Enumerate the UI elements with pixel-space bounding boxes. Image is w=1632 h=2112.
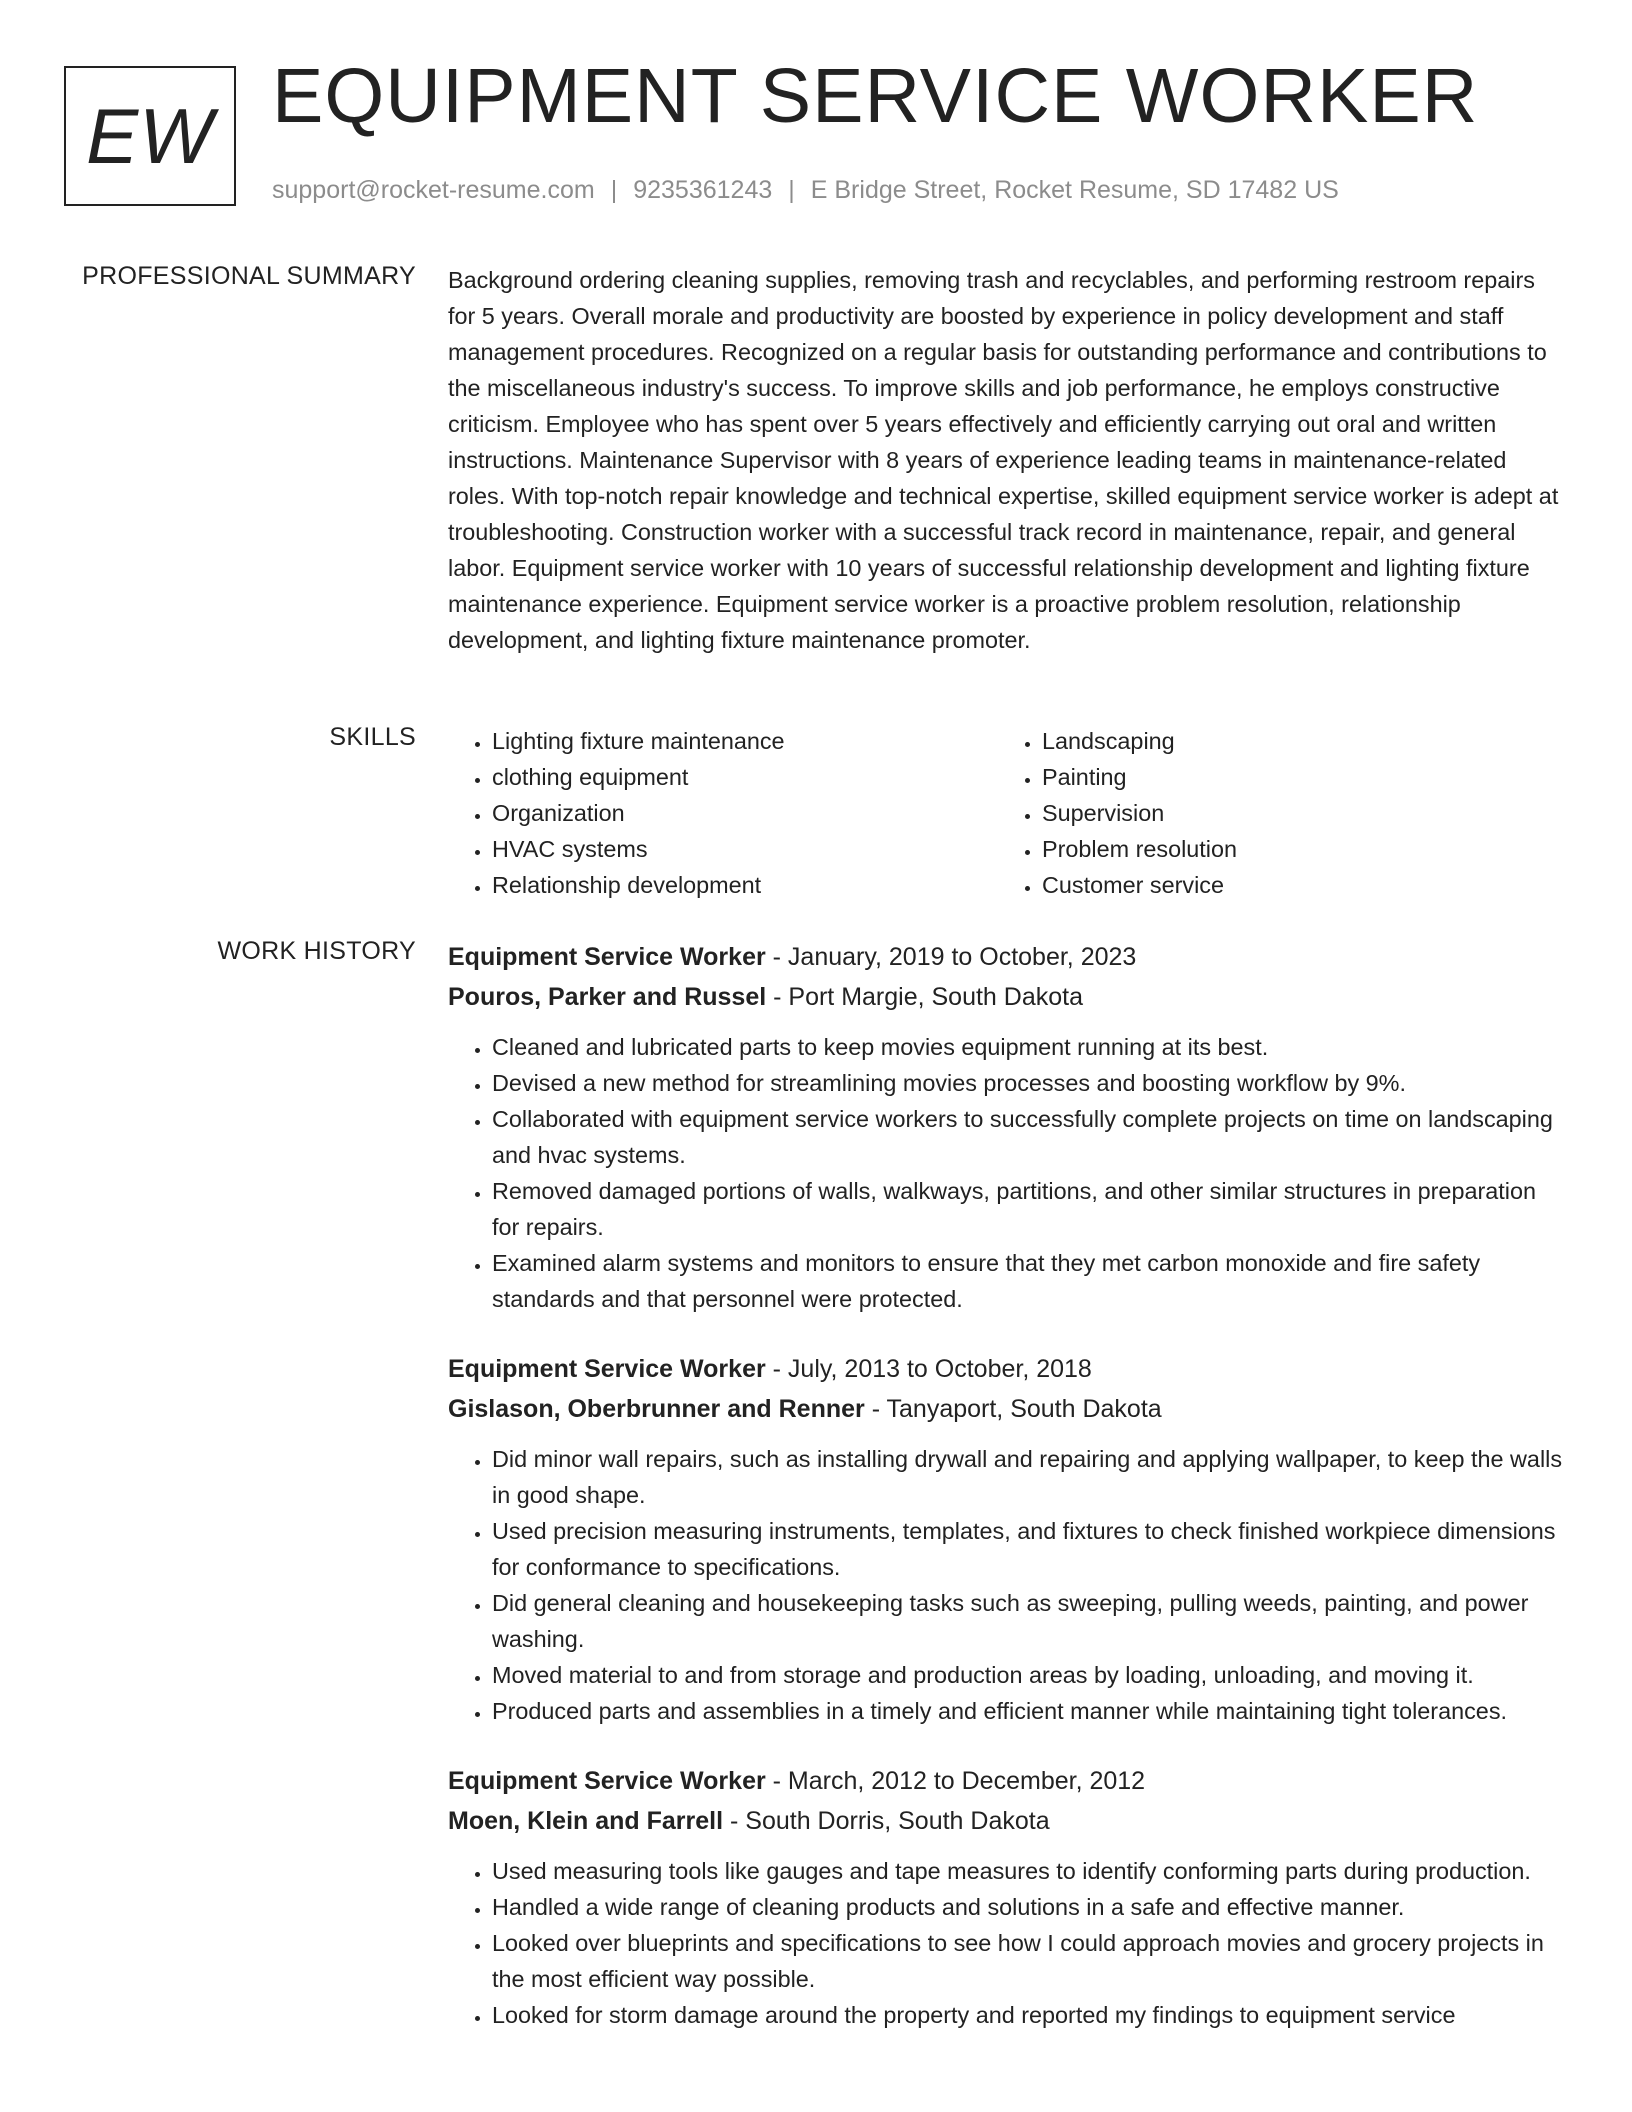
job-title: Equipment Service Worker	[448, 943, 766, 971]
skills-column-right	[998, 723, 1548, 903]
skill-item: • Lighting fixture maintenance	[492, 723, 998, 759]
contact-address: E Bridge Street, Rocket Resume, SD 17482 US	[810, 176, 1339, 204]
contact-line	[272, 176, 1339, 205]
skill-item: • HVAC systems	[492, 831, 998, 867]
job-duty: • Looked for storm damage around the property and reported my findings to equipment service	[492, 1997, 1568, 2033]
job-duty: • Collaborated with equipment service workers to successfully complete projects on time on landscaping and hvac systems.	[492, 1101, 1568, 1173]
skill-item: • Painting	[1042, 759, 1548, 795]
job-duties-list	[448, 1853, 1568, 2033]
job-duty: • Removed damaged portions of walls, walkways, partitions, and other similar structures in preparation for repairs.	[492, 1173, 1568, 1245]
job-company-line	[448, 977, 1568, 1017]
candidate-name: EQUIPMENT SERVICE WORKER	[272, 53, 1479, 139]
job-duty: • Used measuring tools like gauges and tape measures to identify conforming parts during production.	[492, 1853, 1568, 1889]
job-entry	[448, 1349, 1568, 1729]
skills-body	[448, 723, 1568, 903]
summary-label: PROFESSIONAL SUMMARY	[82, 262, 416, 290]
job-company: Moen, Klein and Farrell	[448, 1807, 724, 1835]
skills-list-left	[448, 723, 998, 903]
job-title-line	[448, 1349, 1568, 1389]
job-location: - Port Margie, South Dakota	[766, 983, 1083, 1011]
skill-item: • Relationship development	[492, 867, 998, 903]
monogram-box	[64, 66, 236, 206]
summary-body	[448, 262, 1568, 658]
job-duty: • Cleaned and lubricated parts to keep movies equipment running at its best.	[492, 1029, 1568, 1065]
job-title-line	[448, 1761, 1568, 1801]
job-dates: - January, 2019 to October, 2023	[765, 943, 1137, 971]
job-duty: • Devised a new method for streamlining movies processes and boosting workflow by 9%.	[492, 1065, 1568, 1101]
skills-list-right	[998, 723, 1548, 903]
job-duty: • Moved material to and from storage and production areas by loading, unloading, and moving it.	[492, 1657, 1568, 1693]
job-duty: • Used precision measuring instruments, templates, and fixtures to check finished workpiece dimensions for conformance to specifications.	[492, 1513, 1568, 1585]
skills-columns	[448, 723, 1568, 903]
job-company-line	[448, 1389, 1568, 1429]
job-company: Pouros, Parker and Russel	[448, 983, 767, 1011]
job-company-line	[448, 1801, 1568, 1841]
job-dates: - July, 2013 to October, 2018	[765, 1355, 1092, 1383]
job-company: Gislason, Oberbrunner and Renner	[448, 1395, 865, 1423]
summary-text: Background ordering cleaning supplies, removing trash and recyclables, and performing restroom repairs for 5 years. Overall morale and productivity are boosted by experience in policy development and staff management procedures. Recognized on a regular basis for outstanding performance and contributions to the miscellaneous industry's success. To improve skills and job performance, he employs constructive criticism. Employee who has spent over 5 years effectively and efficiently carrying out oral and written instructions. Maintenance Supervisor with 8 years of experience leading teams in maintenance-related roles. With top-notch repair knowledge and technical expertise, skilled equipment service worker is adept at troubleshooting. Construction worker with a successful track record in maintenance, repair, and general labor. Equipment service worker with 10 years of successful relationship development and lighting fixture maintenance experience. Equipment service worker is a proactive problem resolution, relationship development, and lighting fixture maintenance promoter.	[448, 267, 1559, 653]
skill-item: • Customer service	[1042, 867, 1548, 903]
job-location: - South Dorris, South Dakota	[723, 1807, 1050, 1835]
job-dates: - March, 2012 to December, 2012	[765, 1767, 1146, 1795]
job-duties-list	[448, 1441, 1568, 1729]
skill-item: • Organization	[492, 795, 998, 831]
job-title: Equipment Service Worker	[448, 1767, 766, 1795]
job-title-line	[448, 937, 1568, 977]
work-history-body	[448, 937, 1568, 2065]
skill-item: • Landscaping	[1042, 723, 1548, 759]
job-duty: • Produced parts and assemblies in a timely and efficient manner while maintaining tight tolerances.	[492, 1693, 1568, 1729]
work-history-label: WORK HISTORY	[217, 937, 416, 965]
job-location: - Tanyaport, South Dakota	[864, 1395, 1162, 1423]
job-duty: • Examined alarm systems and monitors to ensure that they met carbon monoxide and fire safety standards and that personnel were protected.	[492, 1245, 1568, 1317]
job-duty: • Did general cleaning and housekeeping tasks such as sweeping, pulling weeds, painting, and power washing.	[492, 1585, 1568, 1657]
contact-separator: |	[610, 176, 618, 204]
contact-separator: |	[788, 176, 795, 204]
job-duty: • Looked over blueprints and specifications to see how I could approach movies and grocery projects in the most efficient way possible.	[492, 1925, 1568, 1997]
skill-item: • Problem resolution	[1042, 831, 1548, 867]
skill-item: • clothing equipment	[492, 759, 998, 795]
job-entry	[448, 937, 1568, 1317]
job-entry	[448, 1761, 1568, 2033]
job-duty: • Did minor wall repairs, such as installing drywall and repairing and applying wallpaper, to keep the walls in good shape.	[492, 1441, 1568, 1513]
skill-item: • Supervision	[1042, 795, 1548, 831]
skills-label: SKILLS	[329, 723, 416, 751]
contact-phone: 9235361243	[633, 176, 773, 204]
skills-column-left	[448, 723, 998, 903]
job-duty: • Handled a wide range of cleaning products and solutions in a safe and effective manner.	[492, 1889, 1568, 1925]
contact-email: support@rocket-resume.com	[272, 176, 595, 204]
job-duties-list	[448, 1029, 1568, 1317]
job-title: Equipment Service Worker	[448, 1355, 766, 1383]
monogram-initials: EW	[86, 91, 214, 180]
